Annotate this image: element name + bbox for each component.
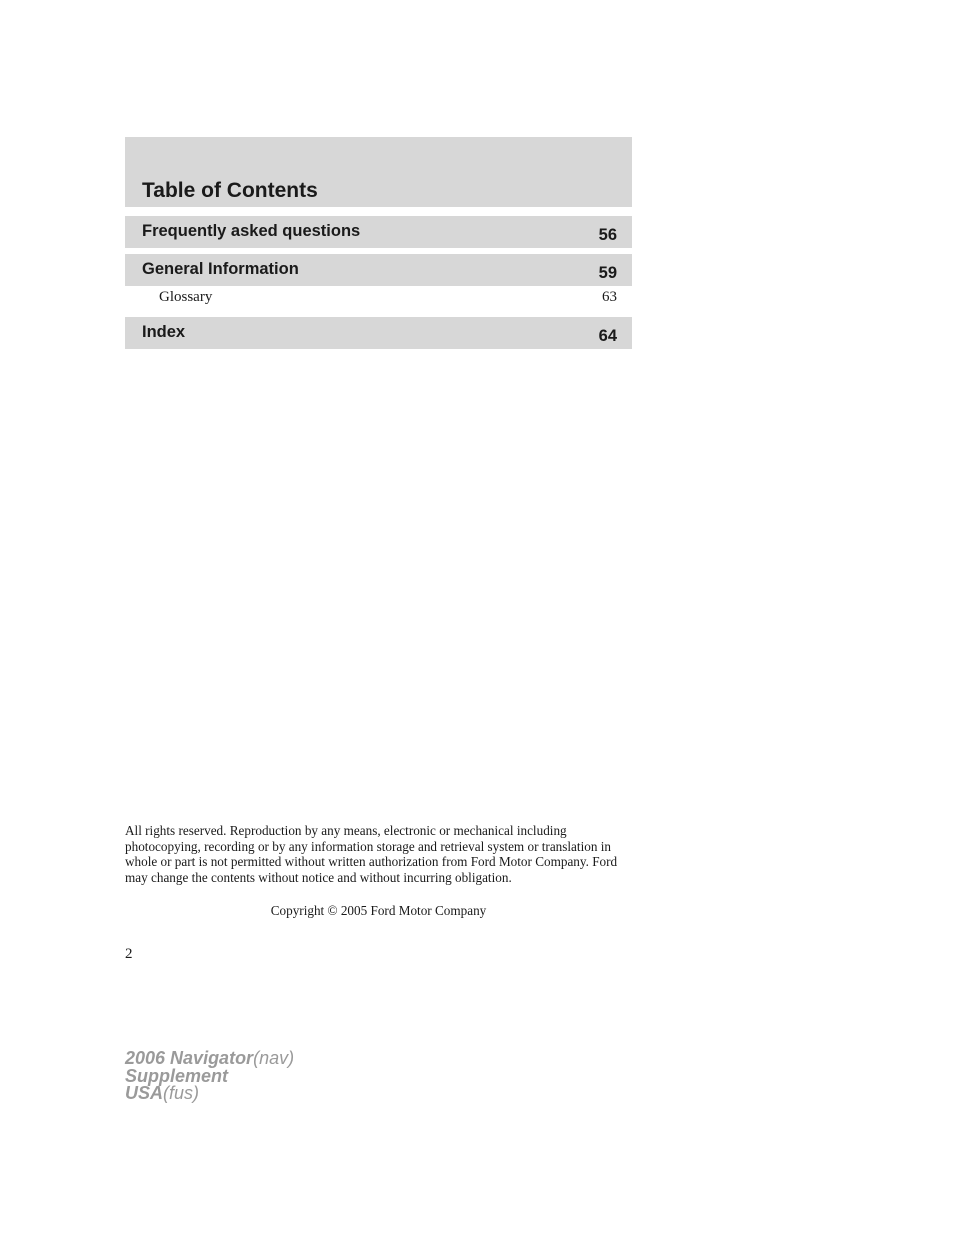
- page-number: 2: [125, 946, 133, 962]
- toc-subitem-page: 63: [602, 289, 617, 305]
- footer-model-code: (nav): [253, 1048, 295, 1068]
- toc-section-page: 56: [598, 226, 617, 244]
- footer-supplement: Supplement: [125, 1065, 229, 1086]
- page-title: Table of Contents: [142, 179, 318, 202]
- toc-section-page: 64: [598, 327, 617, 345]
- toc-section-label: General Information: [142, 260, 299, 278]
- legal-notice: All rights reserved. Reproduction by any means, electronic or mechanical including photocopying, recording or by any information storage and retrieval system or translation in whole or part is not permitted without written authorization from Ford Motor Company. Ford may change the contents without notice and without incurring obligation.: [125, 823, 618, 885]
- footer-line-market: [125, 1085, 294, 1103]
- copyright-notice: Copyright © 2005 Ford Motor Company: [270, 903, 487, 918]
- toc-section-general-information[interactable]: [125, 254, 632, 286]
- toc-section-label: Index: [142, 323, 186, 341]
- toc-section-faq[interactable]: [125, 216, 632, 248]
- toc-section-page: 59: [598, 264, 617, 282]
- toc-header: [125, 137, 632, 207]
- toc-subitem-label: Glossary: [159, 289, 213, 305]
- footer-model: 2006 Navigator: [125, 1048, 254, 1068]
- toc-section-label: Frequently asked questions: [142, 222, 361, 240]
- document-footer: [125, 1050, 294, 1103]
- footer-market: USA: [125, 1083, 164, 1103]
- toc-section-index[interactable]: [125, 317, 632, 349]
- toc-subitem-glossary[interactable]: [125, 287, 632, 311]
- footer-market-code: (fus): [163, 1083, 200, 1103]
